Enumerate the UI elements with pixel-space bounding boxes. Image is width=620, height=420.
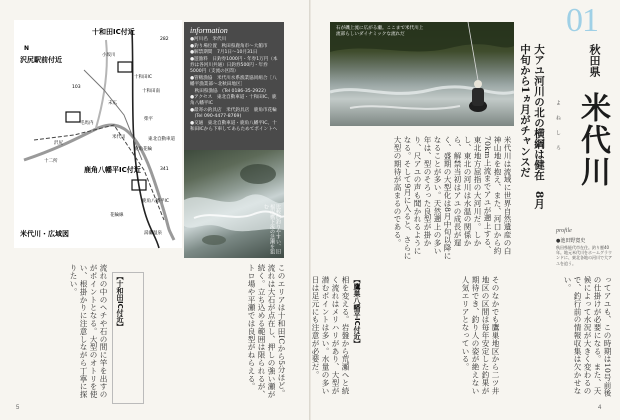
map-label-hachimantai-ic: 鹿角八幡平IC <box>142 199 169 204</box>
map-label-kosaka: 小坂川 <box>102 53 116 58</box>
info-line: ●解禁期間 7月1日～10月31日 <box>190 50 258 56</box>
body-text-left-col-a: このエリアは十和田ICから5分ほど。流れは大石が点在し、押しの強い瀬が続く。立ち込める範囲は限られるが、トロ場や平瀬では良型がねらえる。 <box>247 264 286 399</box>
map-label-kemanai: 毛馬内 <box>80 121 94 126</box>
info-line: ●最寄の釣具店 米代釣具店 鹿角市花輪 <box>190 107 277 113</box>
prefecture-label: 秋田県 <box>588 44 601 77</box>
section-heading-box <box>352 276 376 402</box>
page-number-right: 4 <box>598 405 602 411</box>
north-arrow-label: N <box>24 45 30 52</box>
page-number-left: 5 <box>16 405 20 411</box>
profile-text: 秋田県能代市在住。釣り歴40年。地元米代川をホームグラウンドに、東北各地の河川で大アユを追う。 <box>556 245 612 266</box>
route-map <box>14 20 182 248</box>
map-label-sawajiri-st: 沢尻 <box>54 141 63 146</box>
info-line: (Tel 090-4477-8769) <box>190 114 242 120</box>
headline: 大アユ河川の北の横綱は健在 8月中旬から1ヵ月がチャンスだ <box>519 44 545 209</box>
info-line: ●河川名 米代川 <box>190 37 227 43</box>
map-title: 米代川・広域図 <box>20 230 69 238</box>
info-line: ●釣り場位置 秋田県鹿角市～大館市 <box>190 43 268 49</box>
map-label-expressway: 東北自動車道 <box>148 137 175 142</box>
profile-label: profile <box>556 228 572 234</box>
info-line: ●遊漁料 日釣券1000円・年券1万円（本券は各河川共通）日釣券500円・年券5000円（支流の区間） <box>190 56 278 75</box>
map-label-kazuno-hanawa: 鹿角花輪 <box>134 147 152 152</box>
info-line: ●アクセス 東北自動車道・十和田IC、鹿角八幡平IC <box>190 95 277 107</box>
map-label-river: 米代川 <box>112 135 126 140</box>
river-photo-rapids <box>184 150 284 258</box>
info-line: ●交通 東北自動車道・鹿角八幡平IC、十和田ICから下車してあらためてポイントへ <box>190 120 278 133</box>
section-heading-left: 【十和田IC付近】 <box>116 273 124 330</box>
info-line: 秋田県漁協 (Tel 0186-35-2922) <box>190 88 266 94</box>
angler-figure <box>469 80 487 112</box>
photo-caption: 比較的釣りやすい、旧福沢橋下流の急瀬を狙む <box>263 204 281 254</box>
map-label-route282: 282 <box>160 37 169 42</box>
info-title: information <box>190 26 228 35</box>
map-label-suehiro: 末広 <box>108 101 117 106</box>
body-text-right-col-c: ってアユも、この時期は10号前後の仕掛けが必要になる。また、天候によって水況が大きく変わるので、釣行前の情報収集は欠かせない。 <box>563 276 612 397</box>
map-label-route103: 103 <box>72 85 81 90</box>
map-label-route341: 341 <box>160 167 169 172</box>
body-text-main: 米代川は流域に世界自然遺産の白神山地を抱え、また、河口から約70km上流までアユが遡上する、東北地方屈指の大河川だ。しかし、東北の河川は水温の関係から、解禁当初はアユの成長が遅く、盛期の大型化は8月中旬以降になることが多い。天然遡上の多い年は、型のそろった良型が掛かり、尺アユの声も聞かれるようになる。そして9月に入ると、さらに大型の期待が高まるのである。 <box>393 136 512 260</box>
map-label-ic-towada: 十和田IC <box>134 75 152 80</box>
body-text-left-col-b: 流れの中のヘチや石の間に竿を出すのがポイントとなる。大型のオトリを使い、根掛かりに注意しながら丁寧に探りたい。 <box>69 264 108 399</box>
info-line: ●管轄漁協 米代川水系漁業協同組合［八幡平漁業部～北秋田地区］ <box>190 75 277 88</box>
photo-caption: 石が磯上流に広がる瀬。ここまで米代川上流部らしいダイナミックな流れだ <box>336 26 424 37</box>
river-reading: よねしろ <box>555 100 561 160</box>
map-label-shibahira: 柴平 <box>144 117 153 122</box>
map-label-hanawa-line: 花輪線 <box>110 213 124 218</box>
map-label-towada-minami: 十和田南 <box>142 89 160 94</box>
map-label-towada: 十和田IC付近 <box>92 28 135 36</box>
profile-name: ●池田野寛史 <box>556 238 586 244</box>
article-number: 01 <box>566 2 598 39</box>
river-title: 米代川 <box>575 92 610 188</box>
section-heading-box <box>112 272 144 404</box>
map-label-sawajiri: 沢尻駅前付近 <box>20 56 62 64</box>
body-text-right-col-b: そのなかでも鷹巣地区から二ツ井地区の区間は毎年安定した釣果が期待でき、釣り人の姿が絶えない人気エリアとなっている。 <box>461 276 500 395</box>
map-label-yuze: 湯瀬温泉 <box>144 231 162 236</box>
body-text-right-col-a: 相を変える。岩盤から荒瀬へと続く流れはメリハリがあり、大型が潜むポイントは多い。水量の多い日は足元にも注意が必要だ。 <box>311 276 350 395</box>
river-photo-angler <box>330 22 514 126</box>
map-label-kazuno-ic: 鹿角八幡平IC付近 <box>84 166 141 174</box>
section-heading-right: 【鷹巣八幡平IC付近】 <box>353 276 361 347</box>
map-label-juniisho: 十二所 <box>44 159 58 164</box>
